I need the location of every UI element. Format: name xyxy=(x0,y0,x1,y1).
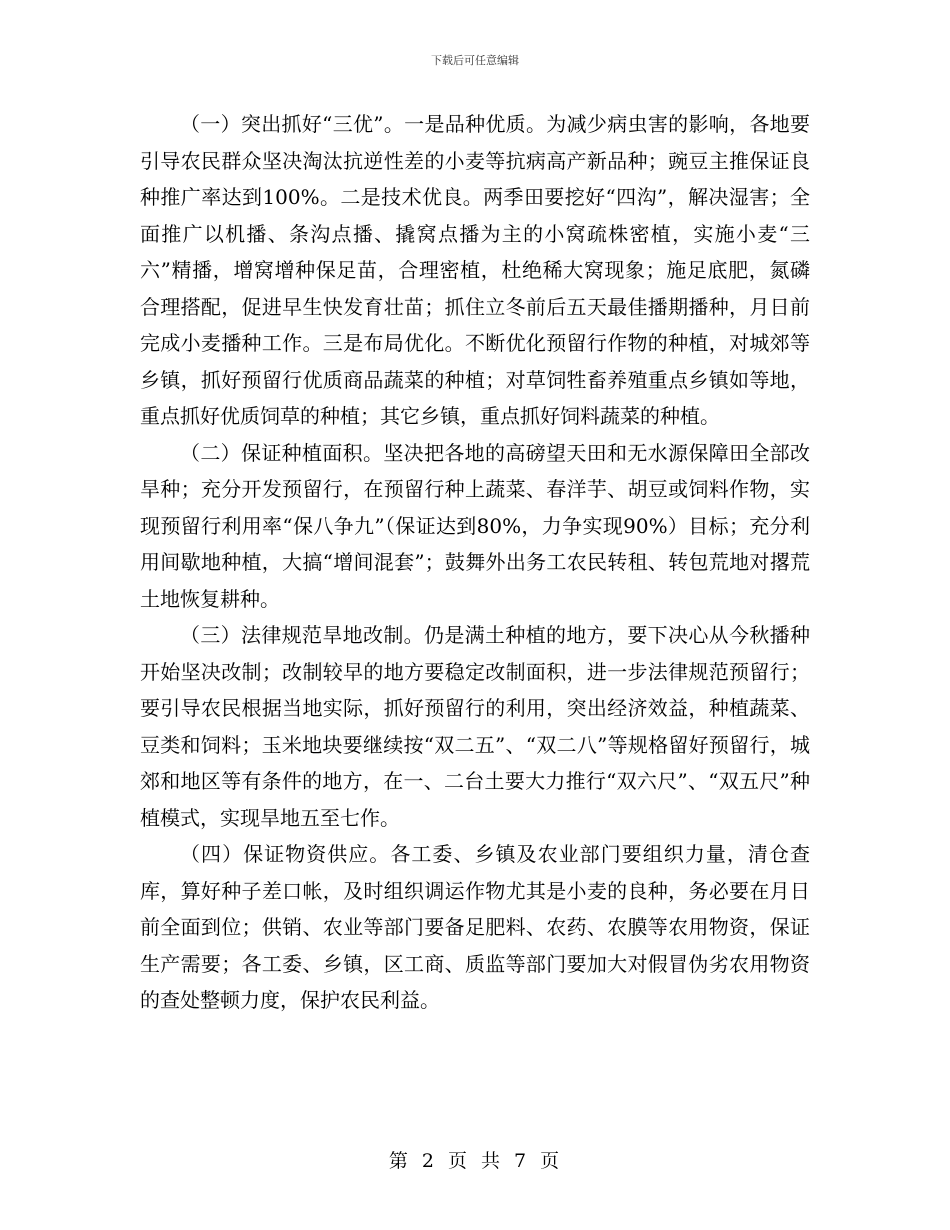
paragraph-4: （四）保证物资供应。各工委、乡镇及农业部门要组织力量，清仓查库，算好种子差口帐，及时组织调运作物尤其是小麦的良种，务必要在月日前全面到位；供销、农业等部门要备足肥料、农药、农膜等农用物资，保证生产需要；各工委、乡镇，区工商、质监等部门要加大对假冒伪劣农用物资的查处整顿力度，保护农民利益。 xyxy=(140,842,810,1012)
paragraph-2: （二）保证种植面积。坚决把各地的高磅望天田和无水源保障田全部改旱种；充分开发预留行，在预留行种上蔬菜、春洋芋、胡豆或饲料作物，实现预留行利用率“保八争九”（保证达到80%，力争实现90%）目标；充分利用间歇地种植，大搞“增间混套”；鼓舞外出务工农民转租、转包荒地对撂荒土地恢复耕种。 xyxy=(140,440,810,611)
page-header-note: 下载后可任意编辑 xyxy=(431,54,519,67)
paragraph-1: （一）突出抓好“三优”。一是品种优质。为减少病虫害的影响，各地要引导农民群众坚决淘汰抗逆性差的小麦等抗病高产新品种；豌豆主推保证良种推广率达到100%。二是技术优良。两季田要挖好“四沟”，解决湿害；全面推广以机播、条沟点播、撬窝点播为主的小窝疏株密植，实施小麦“三六”精播，增窝增种保足苗，合理密植，杜绝稀大窝现象；施足底肥，氮磷合理搭配，促进早生快发育壮苗；抓住立冬前后五天最佳播期播种，月日前完成小麦播种工作。三是布局优化。不断优化预留行作物的种植，对城郊等乡镇，抓好预留行优质商品蔬菜的种植；对草饲牲畜养殖重点乡镇如等地，重点抓好优质饲草的种植；其它乡镇，重点抓好饲料蔬菜的种植。 xyxy=(140,112,810,428)
page-number-footer: 第 2 页 共 7 页 xyxy=(388,1150,562,1172)
paragraph-3: （三）法律规范旱地改制。仍是满土种植的地方，要下决心从今秋播种开始坚决改制；改制较早的地方要稳定改制面积，进一步法律规范预留行；要引导农民根据当地实际，抓好预留行的利用，突出经济效益，种植蔬菜、豆类和饲料；玉米地块要继续按“双二五”、“双二八”等规格留好预留行，城郊和地区等有条件的地方，在一、二台土要大力推行“双六尺”、“双五尺”种植模式，实现旱地五至七作。 xyxy=(140,623,810,830)
document-body xyxy=(140,106,810,1019)
